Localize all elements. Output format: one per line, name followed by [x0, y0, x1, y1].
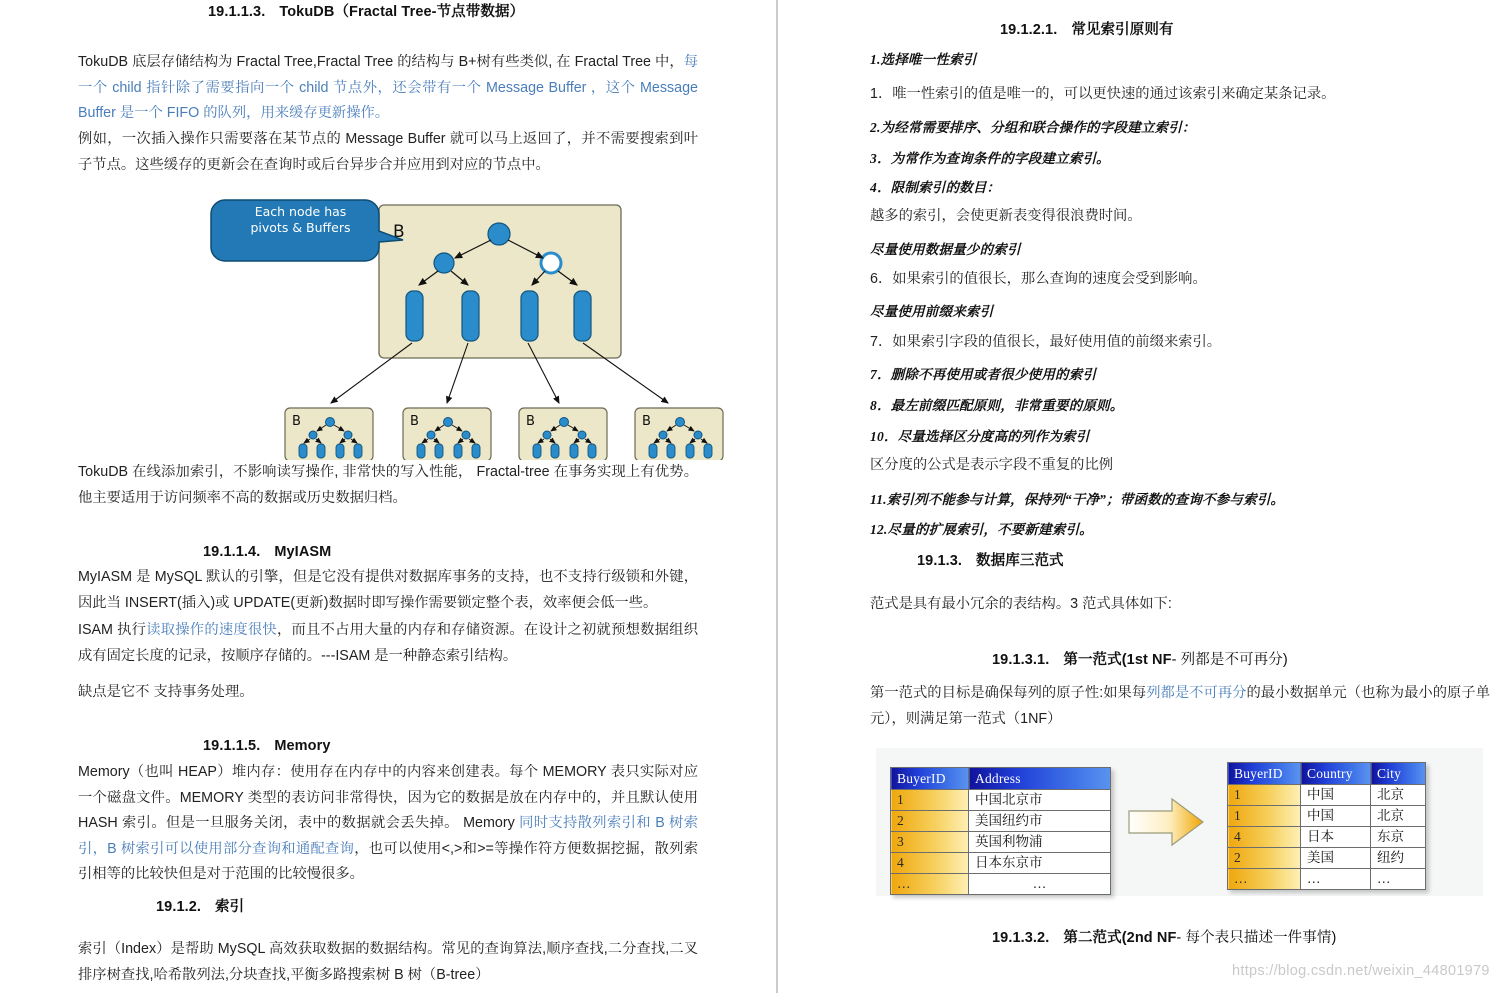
- paragraph-memory: Memory（也叫 HEAP）堆内存：使用存在内存中的内容来创建表。每个 MEMORY 表只实际对应一个磁盘文件。MEMORY 类型的表访问非常得快，因为它的数据是放在内存中的，并且默认使用 HASH 索引。但是一旦服务关闭，表中的数据就会丢失掉。 Memory 同时支持散列索引和 B 树索引，B 树索引可以使用部分查询和通配查询，也可以使用<,>和>=等操作符方便数据挖掘，散列索引相等的比较快但是对于范围的比较慢很多。: [78, 764, 698, 882]
- heading-number: 19.1.2.1.: [1000, 22, 1058, 38]
- fractal-tree-figure: [203, 195, 763, 460]
- fractal-tree-svg: [203, 195, 763, 460]
- cell-address: 日本东京市: [969, 853, 1111, 874]
- heading-title: Memory: [274, 738, 331, 754]
- cell-buyerid: 2: [1228, 848, 1301, 869]
- highlighted-text: 读取操作的速度很快: [146, 622, 277, 638]
- arrow-right-icon: [1127, 796, 1207, 848]
- cell-country: 中国: [1301, 785, 1371, 806]
- heading-first-normal-form: [992, 650, 1288, 670]
- svg-text:B: B: [292, 414, 301, 429]
- cell-address: 中国北京市: [969, 790, 1111, 811]
- heading-number: 19.1.3.2.: [992, 930, 1050, 946]
- heading-title: 第一范式(1st NF: [1063, 652, 1172, 668]
- cell-country: 中国: [1301, 806, 1371, 827]
- heading-title-tail: - 列都是不可再分): [1171, 652, 1288, 668]
- paragraph-tokudb-summary: TokuDB 在线添加索引，不影响读写操作, 非常快的写入性能， Fractal-tree 在事务实现上有优势。 他主要适用于访问频率不高的数据或历史数据归档。: [78, 464, 698, 506]
- table-row: [1228, 869, 1426, 890]
- cell-buyerid: 3: [891, 832, 969, 853]
- heading-second-normal-form: [992, 928, 1336, 948]
- paragraph-first-normal-form: 第一范式的目标是确保每列的原子性:如果每列都是不可再分的最小数据单元（也称为最小的原子单元），则满足第一范式（1NF）: [870, 685, 1490, 727]
- heading-number: 19.1.1.5.: [203, 738, 261, 754]
- rule-6-body: 6．如果索引的值很长，那么查询的速度会受到影响。: [870, 271, 1207, 287]
- highlighted-text: 同时支持散列索引和 B 树索引，B 树索引可以使用部分查询和通配查询: [78, 815, 698, 857]
- svg-text:B: B: [393, 222, 405, 242]
- transform-arrow: [1127, 796, 1207, 853]
- rule-2-title: 2.为经常需要排序、分组和联合操作的字段建立索引：: [870, 120, 1196, 135]
- rule-7-body: 7．如果索引字段的值很长，最好使用值的前缀来索引。: [870, 334, 1222, 350]
- rule-7-title: 尽量使用前缀来索引: [870, 304, 994, 319]
- cell-country: 美国: [1301, 848, 1371, 869]
- rule-5-title: 尽量使用数据量少的索引: [870, 242, 1021, 257]
- table-row: [891, 874, 1111, 895]
- svg-text:B: B: [642, 414, 651, 429]
- heading-number: 19.1.3.1.: [992, 652, 1050, 668]
- heading-title: 索引: [215, 899, 245, 915]
- cell-buyerid: …: [891, 874, 969, 895]
- normalized-table: [1227, 762, 1426, 890]
- cell-buyerid: …: [1228, 869, 1301, 890]
- paragraph-myiasm: MyIASM 是 MySQL 默认的引擎，但是它没有提供对数据库事务的支持，也不支持行级锁和外键，因此当 INSERT(插入)或 UPDATE(更新)数据时即写操作需要锁定整个表，效率便会低一些。: [78, 569, 698, 611]
- rule-4-body: 越多的索引，会使更新表变得很浪费时间。: [870, 208, 1142, 224]
- table-row: [1228, 785, 1426, 806]
- heading-index-principles: [1000, 20, 1174, 40]
- table-row: [1228, 827, 1426, 848]
- cell-city: 北京: [1371, 806, 1426, 827]
- table-header-row: [891, 768, 1111, 790]
- cell-country: 日本: [1301, 827, 1371, 848]
- highlighted-text: 列都是不可再分: [1146, 685, 1247, 701]
- rule-12-title: 12.尽量的扩展索引，不要新建索引。: [870, 522, 1093, 537]
- heading-title: 数据库三范式: [976, 553, 1064, 569]
- table-row: [891, 790, 1111, 811]
- normalization-tables-figure: [876, 748, 1483, 896]
- cell-buyerid: 2: [891, 811, 969, 832]
- heading-number: 19.1.3.: [917, 553, 963, 569]
- table-row: [891, 853, 1111, 874]
- rule-11-title: 11.索引列不能参与计算，保持列“干净”；带函数的查询不参与索引。: [870, 492, 1285, 507]
- heading-title: MyIASM: [274, 544, 332, 560]
- rule-1-body: 1．唯一性索引的值是唯一的，可以更快速的通过该索引来确定某条记录。: [870, 86, 1336, 102]
- column-header-country: Country: [1301, 763, 1371, 785]
- heading-title-tail: - 每个表只描述一件事情): [1176, 930, 1337, 946]
- heading-three-normal-forms: [917, 551, 1064, 571]
- paragraph-index-intro: 索引（Index）是帮助 MySQL 高效获取数据的数据结构。常见的查询算法,顺序查找,二分查找,二叉排序树查找,哈希散列法,分块查找,平衡多路搜索树 B 树（B-tree）: [78, 941, 698, 983]
- heading-title: 常见索引原则有: [1071, 22, 1174, 38]
- rule-9-title: 8．最左前缀匹配原则，非常重要的原则。: [870, 398, 1124, 413]
- rule-3-title: 3．为常作为查询条件的字段建立索引。: [870, 151, 1110, 166]
- callout-line-1: Each node has: [254, 204, 347, 219]
- heading-tokudb: [208, 2, 524, 22]
- heading-title: TokuDB（Fractal Tree-节点带数据）: [279, 4, 525, 20]
- cell-address: 英国利物浦: [969, 832, 1111, 853]
- svg-text:B: B: [526, 414, 535, 429]
- heading-myiasm: [203, 542, 331, 562]
- cell-buyerid: 4: [1228, 827, 1301, 848]
- heading-index: [156, 897, 244, 917]
- paragraph-message-buffer: 例如，一次插入操作只需要落在某节点的 Message Buffer 就可以马上返回了，并不需要搜索到叶子节点。这些缓存的更新会在查询时或后台异步合并应用到对应的节点中。: [78, 131, 698, 173]
- callout-bubble: [211, 200, 403, 261]
- heading-number: 19.1.1.4.: [203, 544, 261, 560]
- highlighted-text: 每一个 child 指针除了需要指向一个 child 节点外，还会带有一个 Message Buffer ，这个 Message Buffer 是一个 FIFO 的队列，用来缓存更新操作。: [78, 54, 698, 121]
- cell-country: …: [1301, 869, 1371, 890]
- heading-title: 第二范式(2nd NF: [1063, 930, 1177, 946]
- heading-memory: [203, 736, 331, 756]
- cell-address: …: [969, 874, 1111, 895]
- paragraph-isam-drawback: 缺点是它不 支持事务处理。: [78, 684, 254, 700]
- paragraph-normal-form-intro: 范式是具有最小冗余的表结构。3 范式具体如下:: [870, 596, 1172, 612]
- column-header-buyerid: BuyerID: [891, 768, 969, 790]
- rule-10-body: 区分度的公式是表示字段不重复的比例: [870, 457, 1114, 473]
- table-row: [1228, 806, 1426, 827]
- cell-city: 纽约: [1371, 848, 1426, 869]
- paragraph-tokudb-intro: TokuDB 底层存储结构为 Fractal Tree,Fractal Tree 的结构与 B+树有些类似, 在 Fractal Tree 中，每一个 child 指针除了需要指向一个 child 节点外，还会带有一个 Message Buffer ，这个 Message Buffer 是一个 FIFO 的队列，用来缓存更新操作。: [78, 54, 698, 121]
- svg-text:B: B: [410, 414, 419, 429]
- rule-8-title: 7．删除不再使用或者很少使用的索引: [870, 367, 1097, 382]
- paragraph-isam: ISAM 执行读取操作的速度很快，而且不占用大量的内存和存储资源。在设计之初就预想数据组织成有固定长度的记录，按顺序存储的。---ISAM 是一种静态索引结构。: [78, 622, 699, 664]
- column-header-address: Address: [969, 768, 1111, 790]
- rule-1-title: 1.选择唯一性索引: [870, 52, 977, 67]
- table-row: [1228, 848, 1426, 869]
- watermark: https://blog.csdn.net/weixin_44801979: [1232, 963, 1490, 979]
- column-header-buyerid: BuyerID: [1228, 763, 1301, 785]
- cell-buyerid: 1: [891, 790, 969, 811]
- rule-4-title: 4．限制索引的数目：: [870, 180, 1001, 195]
- column-header-city: City: [1371, 763, 1426, 785]
- heading-number: 19.1.2.: [156, 899, 202, 915]
- cell-address: 美国纽约市: [969, 811, 1111, 832]
- cell-buyerid: 4: [891, 853, 969, 874]
- heading-number: 19.1.1.3.: [208, 4, 266, 20]
- unnormalized-table: [890, 767, 1111, 895]
- table-row: [891, 832, 1111, 853]
- cell-city: 北京: [1371, 785, 1426, 806]
- cell-buyerid: 1: [1228, 785, 1301, 806]
- cell-city: …: [1371, 869, 1426, 890]
- table-row: [891, 811, 1111, 832]
- rule-10-title: 10．尽量选择区分度高的列作为索引: [870, 429, 1090, 444]
- callout-line-2: pivots & Buffers: [250, 220, 351, 235]
- cell-buyerid: 1: [1228, 806, 1301, 827]
- table-header-row: [1228, 763, 1426, 785]
- cell-city: 东京: [1371, 827, 1426, 848]
